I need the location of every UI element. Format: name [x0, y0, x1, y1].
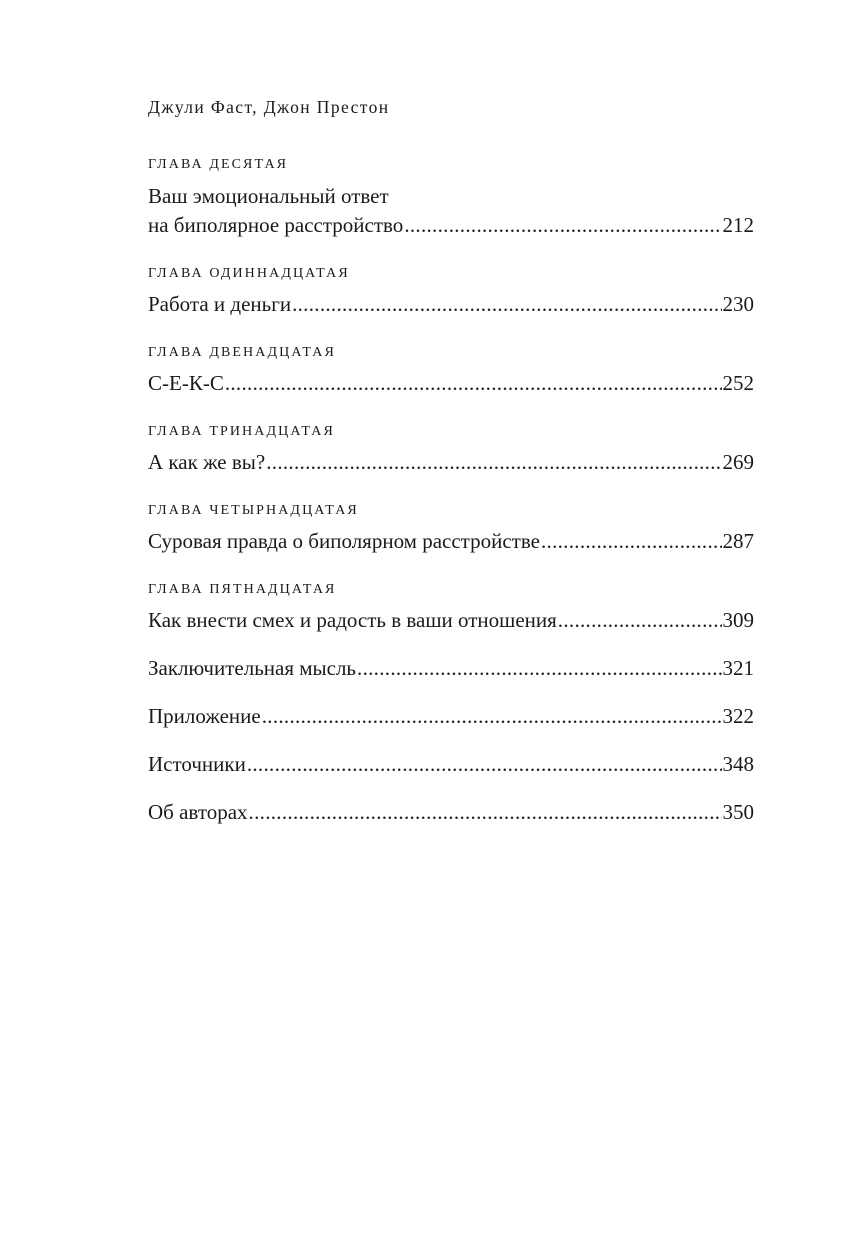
toc-page: 269	[722, 450, 754, 474]
toc-title: А как же вы?	[148, 450, 266, 474]
leader-dots	[262, 704, 722, 728]
toc-title: Суровая правда о биполярном расстройстве	[148, 529, 540, 553]
toc-entry[interactable]	[148, 656, 754, 680]
toc-title: Об авторах	[148, 800, 248, 824]
leader-dots	[292, 292, 721, 316]
toc-title: на биполярное расстройство	[148, 213, 404, 237]
toc-title: Как внести смех и радость в ваши отношения	[148, 608, 557, 632]
leader-dots	[558, 608, 722, 632]
leader-dots	[266, 450, 721, 474]
leader-dots	[225, 371, 722, 395]
leader-dots	[357, 656, 721, 680]
running-head: Джули Фаст, Джон Престон	[148, 97, 390, 117]
toc-page: 321	[722, 656, 754, 680]
toc-page: 309	[722, 608, 754, 632]
chapter-label: ГЛАВА ТРИНАДЦАТАЯ	[148, 424, 335, 439]
chapter-label: ГЛАВА ДЕСЯТАЯ	[148, 157, 289, 172]
leader-dots	[541, 529, 722, 553]
toc-entry[interactable]	[148, 450, 754, 474]
leader-dots	[249, 800, 722, 824]
toc-entry[interactable]	[148, 608, 754, 632]
chapter-label: ГЛАВА ОДИННАДЦАТАЯ	[148, 266, 350, 281]
toc-title: Заключительная мысль	[148, 656, 357, 680]
toc-entry[interactable]	[148, 292, 754, 316]
chapter-label: ГЛАВА ЧЕТЫРНАДЦАТАЯ	[148, 503, 359, 518]
toc-entry[interactable]	[148, 371, 754, 395]
toc-entry[interactable]	[148, 752, 754, 776]
toc-title-line: Ваш эмоциональный ответ	[148, 184, 389, 208]
leader-dots	[404, 213, 721, 237]
leader-dots	[247, 752, 722, 776]
toc-entry[interactable]	[148, 800, 754, 824]
toc-page: 212	[722, 213, 754, 237]
toc-title: Приложение	[148, 704, 261, 728]
chapter-label: ГЛАВА ПЯТНАДЦАТАЯ	[148, 582, 337, 597]
toc-entry[interactable]	[148, 529, 754, 553]
toc-page: 350	[722, 800, 754, 824]
toc-page: 322	[722, 704, 754, 728]
toc-page: 252	[722, 371, 754, 395]
toc-title: Работа и деньги	[148, 292, 292, 316]
toc-entry[interactable]	[148, 213, 754, 237]
toc-title: С-Е-К-С	[148, 371, 224, 395]
toc-title: Источники	[148, 752, 246, 776]
chapter-label: ГЛАВА ДВЕНАДЦАТАЯ	[148, 345, 336, 360]
toc-entry[interactable]	[148, 704, 754, 728]
toc-page: 348	[722, 752, 754, 776]
toc-page: 287	[722, 529, 754, 553]
toc-page: 230	[722, 292, 754, 316]
